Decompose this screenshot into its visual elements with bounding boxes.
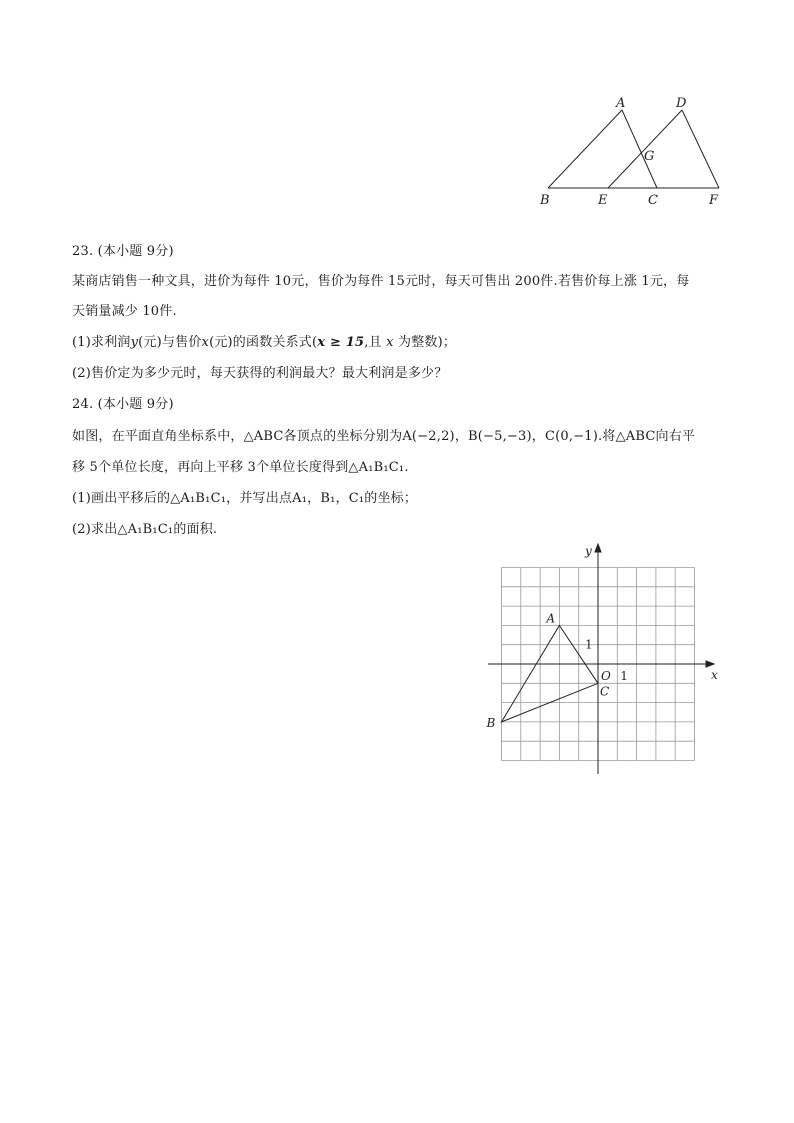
label-unit-x: 1 xyxy=(620,669,628,683)
triangle-abc xyxy=(502,625,599,722)
segment-ba xyxy=(548,110,622,188)
q24-header: 24. (本小题 9分) xyxy=(72,397,174,412)
q23-part1-text-a: (1)求利润 xyxy=(72,335,131,350)
q23-part1 xyxy=(72,333,456,353)
label-point-b: B xyxy=(486,715,496,730)
figure-triangles-abc-def xyxy=(534,92,734,214)
y-axis-arrow xyxy=(595,544,601,552)
label-axis-x: x xyxy=(711,668,718,682)
q23-part1-text-b: (元)与售价 xyxy=(138,335,202,350)
label-c: C xyxy=(648,193,658,208)
q23-var-x2: x xyxy=(386,335,394,350)
q24-body-line1: 如图，在平面直角坐标系中，△ABC各顶点的坐标分别为A(−2,2)，B(−5,−3)，C(0,−1).将△ABC向右平 xyxy=(72,429,696,444)
q23-body-line1: 某商店销售一种文具，进价为每件 10元，售价为每件 15元时，每天可售出 200件.若售价每上涨 1元，每 xyxy=(72,274,690,289)
q24-body-line2: 移 5个单位长度，再向上平移 3个单位长度得到△A₁B₁C₁. xyxy=(72,460,409,475)
label-point-a: A xyxy=(546,611,556,626)
label-origin: O xyxy=(601,669,611,683)
q23-part2: (2)售价定为多少元时，每天获得的利润最大？最大利润是多少？ xyxy=(72,366,448,381)
q23-var-y: y xyxy=(130,335,139,350)
q24-part1: (1)画出平移后的△A₁B₁C₁，并写出点A₁，B₁，C₁的坐标； xyxy=(72,491,418,506)
q24-part2: (2)求出△A₁B₁C₁的面积. xyxy=(72,522,218,537)
label-e: E xyxy=(598,193,608,208)
x-axis-arrow xyxy=(706,661,714,667)
segment-df xyxy=(682,110,719,188)
q23-part1-text-c: (元)的函数关系式( xyxy=(209,335,318,350)
label-unit-y: 1 xyxy=(585,637,593,652)
q23-var-x: x xyxy=(201,335,210,350)
q23-part1-text-d: ,且 xyxy=(364,335,387,350)
q23-condition: x ≥ 15 xyxy=(317,335,365,350)
label-point-c: C xyxy=(600,684,610,699)
triangle-abc-outline xyxy=(502,625,599,722)
q23-part1-text-e: 为整数)； xyxy=(393,335,457,350)
q23-body-line2: 天销量减少 10件. xyxy=(72,304,177,319)
q23-header: 23. (本小题 9分) xyxy=(72,244,174,259)
figure-coordinate-grid xyxy=(482,540,722,780)
label-g: G xyxy=(644,149,655,164)
label-a: A xyxy=(616,96,626,111)
label-b: B xyxy=(540,193,550,208)
label-f: F xyxy=(709,193,719,208)
label-axis-y: y xyxy=(585,544,592,558)
label-d: D xyxy=(676,96,687,111)
axes xyxy=(488,544,714,774)
